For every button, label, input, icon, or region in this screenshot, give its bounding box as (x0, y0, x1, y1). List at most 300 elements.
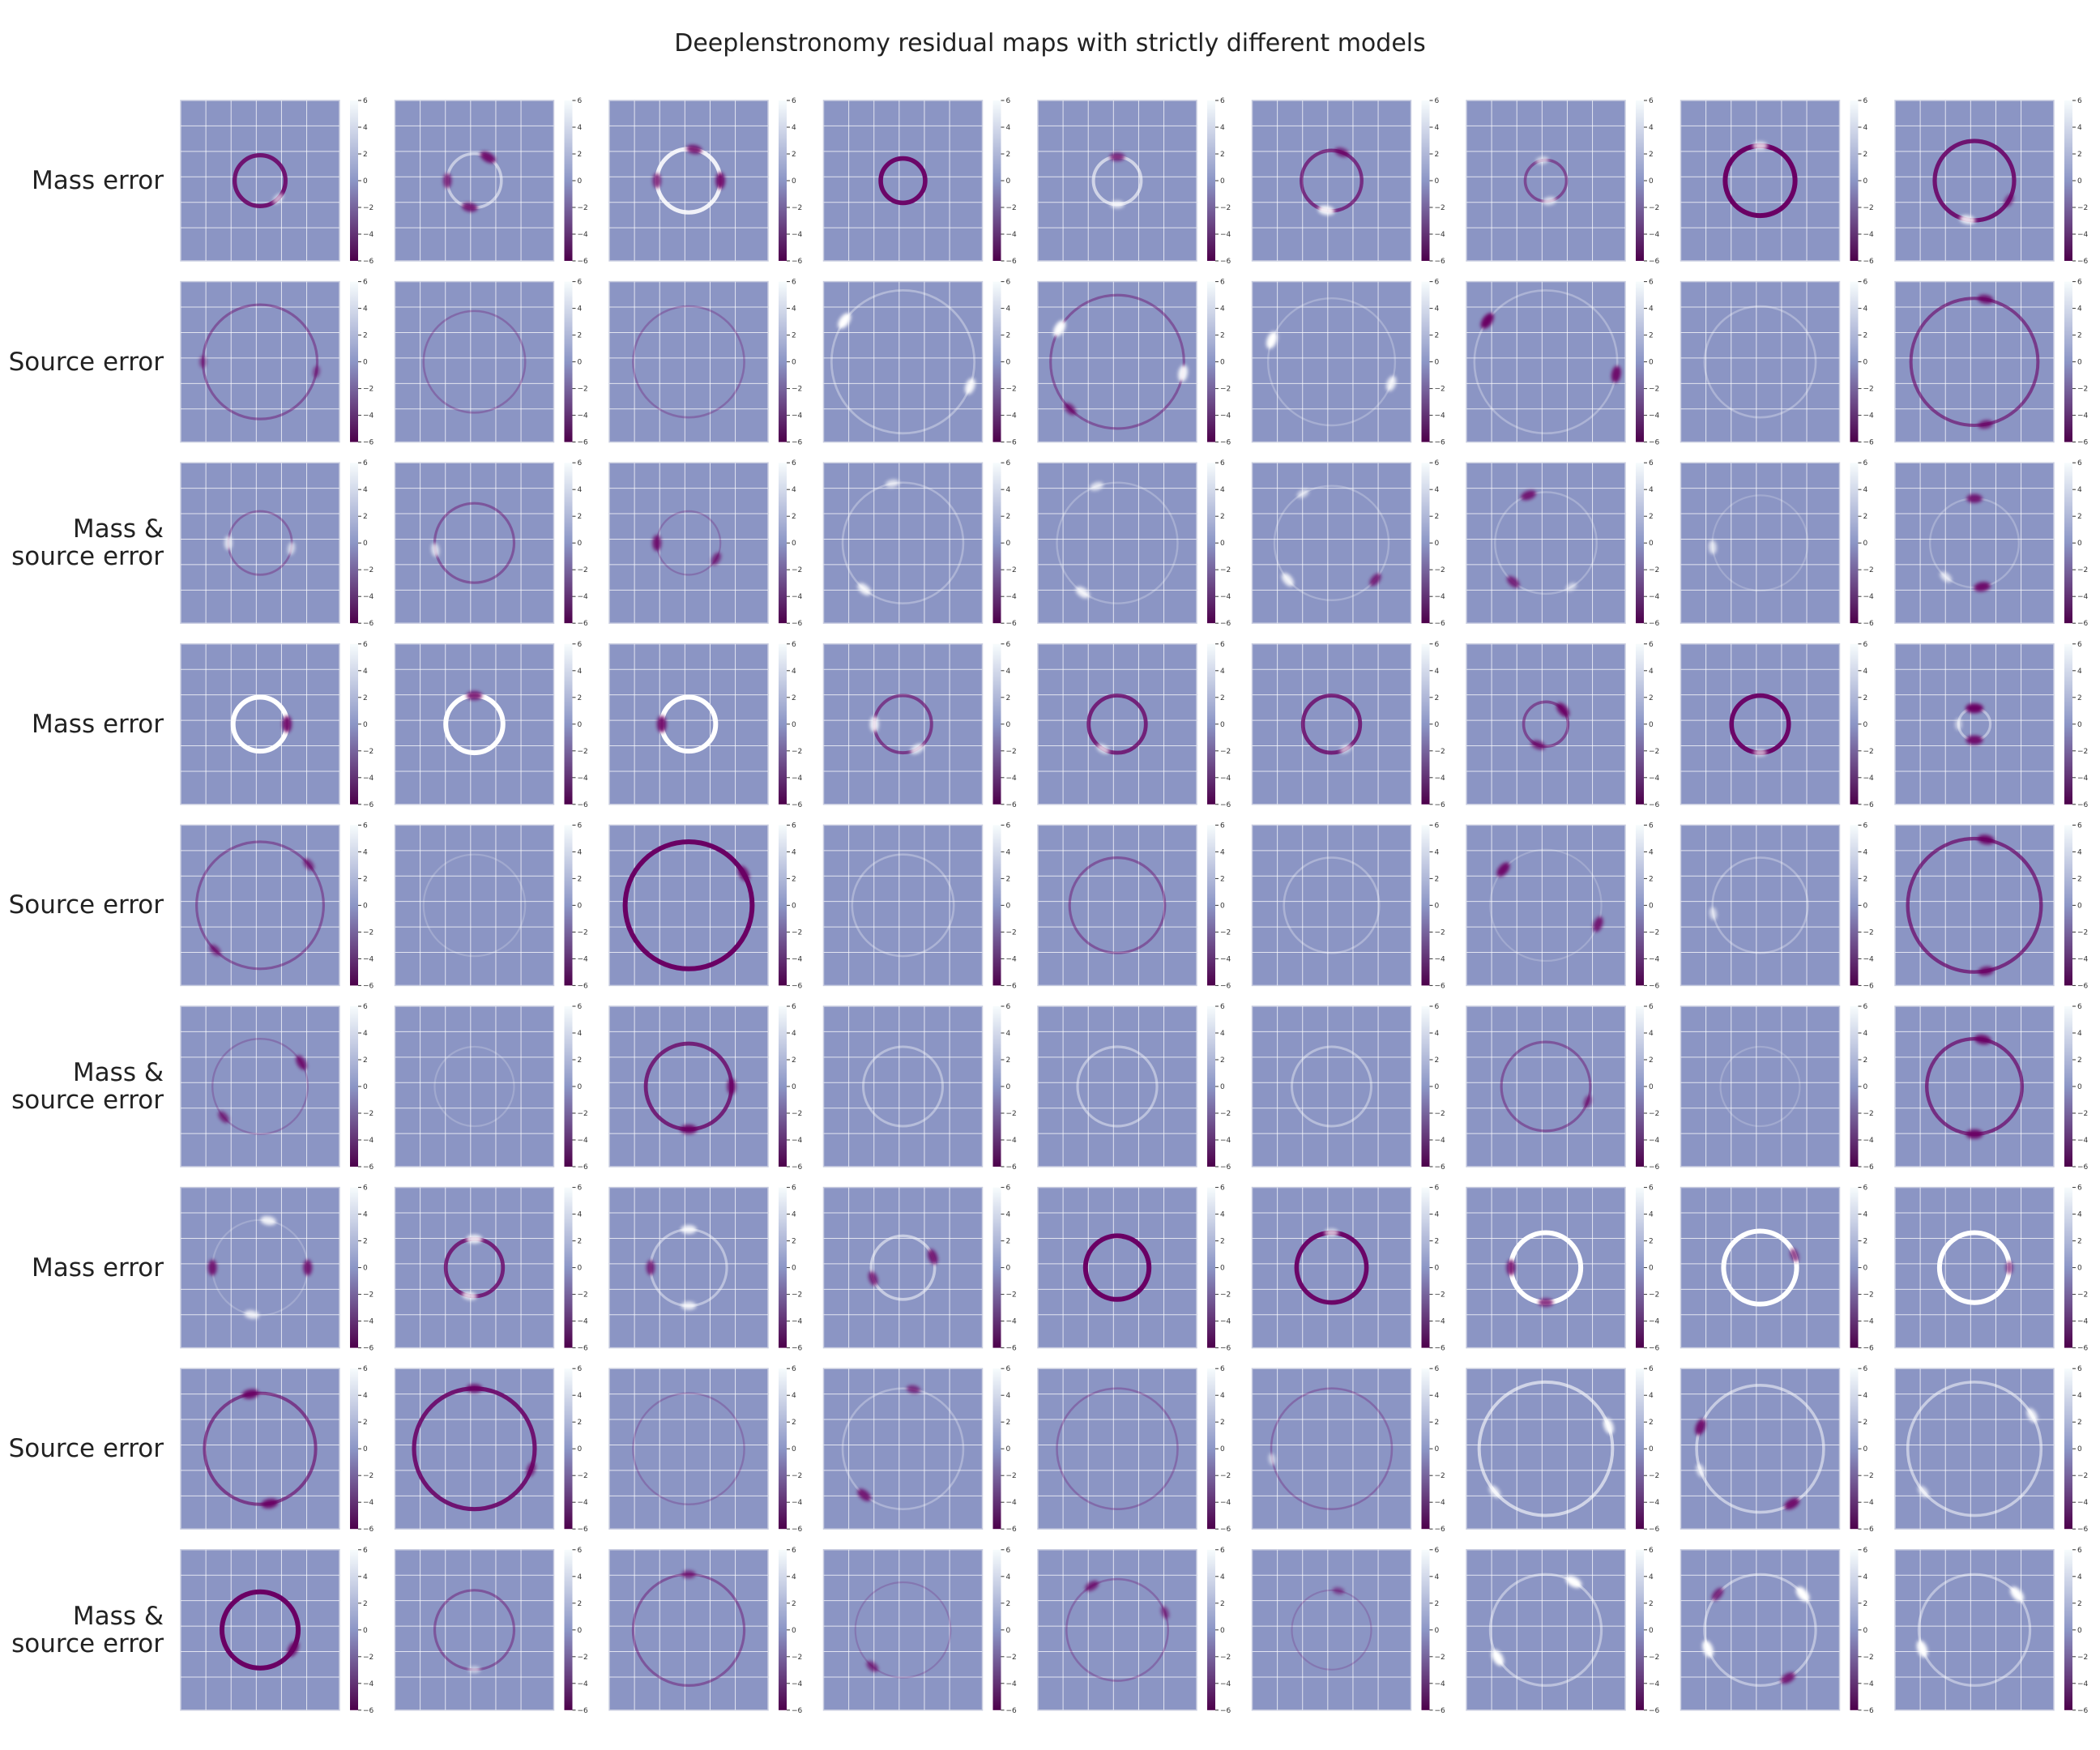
colorbar-tick-label: −2 (577, 928, 588, 937)
panel-background (1038, 644, 1197, 805)
residual-panel (1681, 822, 1875, 990)
colorbar-tick-label: 0 (2077, 902, 2082, 911)
colorbar-tick-label: 6 (1863, 278, 1868, 287)
residual-panel (181, 641, 374, 809)
colorbar-tick-label: −6 (2077, 1163, 2089, 1172)
residual-panel (1895, 1365, 2089, 1534)
panel-background (395, 100, 554, 261)
colorbar-tick-label: −6 (2077, 1526, 2089, 1534)
colorbar-tick-label: −2 (577, 566, 588, 575)
colorbar-tick-label: 4 (2077, 1210, 2082, 1219)
colorbar-tick-label: 6 (792, 1003, 796, 1011)
colorbar-tick-label: −4 (1220, 231, 1231, 239)
colorbar-tick-label: 4 (1220, 1392, 1225, 1401)
colorbar-tick-label: 6 (792, 97, 796, 105)
colorbar-tick-label: −2 (1863, 1291, 1874, 1300)
colorbar-tick-label: 2 (792, 1237, 796, 1246)
colorbar-tick-label: −6 (363, 1344, 374, 1353)
colorbar-tick-label: −4 (1434, 231, 1445, 239)
colorbar-tick-label: 6 (1863, 640, 1868, 649)
panel-background (609, 644, 768, 805)
residual-panel (609, 459, 803, 628)
colorbar-tick-label: −4 (1005, 1680, 1017, 1688)
colorbar-tick-label: 0 (1434, 1264, 1440, 1273)
colorbar-tick-label: 2 (363, 1599, 368, 1608)
colorbar-tick-label: 2 (1005, 694, 1011, 702)
colorbar-tick-label: 6 (1005, 640, 1011, 649)
colorbar-tick-label: 4 (363, 486, 368, 495)
colorbar-tick-label: −6 (1649, 438, 1660, 447)
colorbar-tick-label: −4 (1005, 774, 1017, 783)
colorbar-tick-label: −2 (792, 566, 803, 575)
panel-background (1895, 825, 2054, 985)
residual-panel (1038, 1547, 1231, 1715)
colorbar-tick-label: −2 (1220, 204, 1231, 212)
colorbar (2064, 644, 2072, 805)
residual-panel (824, 279, 1018, 447)
colorbar-tick-label: −2 (1649, 1472, 1660, 1481)
colorbar-tick-label: −6 (792, 1163, 803, 1172)
colorbar-tick-label: −6 (792, 620, 803, 629)
row-label: Source error (8, 347, 164, 377)
colorbar-tick-label: −6 (1220, 1526, 1231, 1534)
colorbar (1636, 1368, 1644, 1529)
colorbar-tick-label: 2 (577, 331, 583, 340)
colorbar-tick-label: 6 (363, 97, 368, 105)
colorbar-tick-label: 4 (1434, 1030, 1440, 1038)
colorbar-tick-label: 2 (1863, 875, 1868, 884)
colorbar-tick-label: −6 (1005, 438, 1017, 447)
panel-background (1038, 463, 1197, 623)
colorbar-tick-label: −6 (1863, 438, 1874, 447)
colorbar-tick-label: 4 (1005, 848, 1011, 857)
colorbar-tick-label: 6 (1005, 97, 1011, 105)
colorbar-tick-label: 2 (2077, 1056, 2082, 1065)
residual-panel (181, 97, 374, 266)
colorbar-tick-label: 0 (1434, 902, 1440, 911)
colorbar-tick-label: −4 (1649, 955, 1660, 964)
colorbar-tick-label: 0 (1220, 720, 1225, 729)
colorbar-tick-label: 0 (1005, 720, 1011, 729)
residual-panel (1466, 97, 1660, 266)
colorbar-tick-label: 6 (2077, 278, 2082, 287)
colorbar (1636, 1550, 1644, 1710)
colorbar-tick-label: −6 (363, 1163, 374, 1172)
panel-background (395, 644, 554, 805)
residual-panel (824, 1365, 1018, 1534)
residual-feature (283, 715, 292, 732)
residual-panel (181, 822, 374, 990)
colorbar-tick-label: 0 (577, 358, 583, 367)
colorbar (993, 463, 1001, 623)
colorbar-tick-label: 4 (2077, 848, 2082, 857)
colorbar-tick-label: 6 (1434, 97, 1440, 105)
panel-background (1895, 1368, 2054, 1529)
residual-panel (609, 1365, 803, 1534)
colorbar (565, 1188, 573, 1348)
colorbar-tick-label: −4 (1005, 1499, 1017, 1508)
colorbar (1422, 1368, 1430, 1529)
colorbar-tick-label: 4 (1863, 486, 1868, 495)
colorbar-tick-label: −4 (2077, 1499, 2089, 1508)
colorbar-tick-label: −6 (2077, 1344, 2089, 1353)
colorbar-tick-label: 6 (2077, 822, 2082, 830)
colorbar (565, 825, 573, 985)
colorbar-tick-label: 6 (1649, 640, 1654, 649)
colorbar-tick-label: 2 (1220, 1419, 1225, 1428)
colorbar-tick-label: 0 (792, 720, 796, 729)
colorbar (1636, 282, 1644, 442)
colorbar-tick-label: 0 (2077, 1264, 2082, 1273)
colorbar-tick-label: 0 (1863, 358, 1868, 367)
colorbar-tick-label: −2 (363, 1472, 374, 1481)
colorbar (1422, 463, 1430, 623)
colorbar (993, 1368, 1001, 1529)
colorbar-tick-label: −6 (1434, 438, 1445, 447)
colorbar-tick-label: −2 (792, 928, 803, 937)
colorbar-tick-label: 2 (1005, 331, 1011, 340)
colorbar-tick-label: 6 (577, 1365, 583, 1374)
colorbar-tick-label: −4 (363, 1137, 374, 1145)
residual-panel (1253, 1184, 1446, 1353)
colorbar (1422, 1006, 1430, 1167)
residual-panel (1466, 279, 1660, 447)
colorbar-tick-label: 6 (1005, 1546, 1011, 1555)
colorbar (350, 1550, 358, 1710)
colorbar (565, 463, 573, 623)
colorbar-tick-label: 0 (363, 1264, 368, 1273)
colorbar-tick-label: −6 (1649, 1706, 1660, 1715)
colorbar-tick-label: −4 (1863, 1137, 1874, 1145)
colorbar-tick-label: −4 (1434, 1137, 1445, 1145)
colorbar-tick-label: −4 (1863, 774, 1874, 783)
colorbar-tick-label: 0 (363, 1445, 368, 1454)
colorbar (350, 1006, 358, 1167)
colorbar-tick-label: −6 (1649, 1526, 1660, 1534)
residual-panel (181, 1184, 374, 1353)
residual-panel (181, 1003, 374, 1172)
colorbar-tick-label: −4 (363, 955, 374, 964)
colorbar-tick-label: 0 (363, 540, 368, 548)
residual-feature (681, 1302, 696, 1310)
colorbar-tick-label: −4 (577, 231, 588, 239)
colorbar-tick-label: 6 (792, 640, 796, 649)
colorbar (993, 100, 1001, 261)
colorbar (350, 282, 358, 442)
colorbar-tick-label: 2 (1863, 694, 1868, 702)
colorbar-tick-label: 4 (1434, 305, 1440, 314)
residual-panel (1038, 97, 1231, 266)
colorbar-tick-label: −4 (1863, 1317, 1874, 1326)
colorbar-tick-label: 6 (1005, 822, 1011, 830)
residual-feature (657, 715, 666, 732)
colorbar-tick-label: 6 (363, 1546, 368, 1555)
colorbar-tick-label: −2 (1863, 928, 1874, 937)
colorbar-tick-label: 4 (1863, 667, 1868, 676)
colorbar-tick-label: 6 (577, 97, 583, 105)
colorbar-tick-label: 6 (792, 1184, 796, 1193)
colorbar-tick-label: 0 (1863, 720, 1868, 729)
colorbar-tick-label: −2 (1005, 928, 1017, 937)
colorbar-tick-label: −4 (1649, 1499, 1660, 1508)
panel-background (1253, 282, 1411, 442)
colorbar-tick-label: 2 (1220, 1599, 1225, 1608)
colorbar-tick-label: 2 (1863, 331, 1868, 340)
colorbar-tick-label: −4 (1649, 1680, 1660, 1688)
colorbar-tick-label: 2 (2077, 1237, 2082, 1246)
colorbar-tick-label: 4 (1434, 1210, 1440, 1219)
colorbar-tick-label: 6 (363, 1365, 368, 1374)
residual-panel (395, 459, 589, 628)
colorbar-tick-label: −4 (1863, 1499, 1874, 1508)
panel-background (609, 100, 768, 261)
colorbar (1850, 1188, 1859, 1348)
colorbar-tick-label: 4 (792, 124, 796, 132)
colorbar-tick-label: 4 (1220, 1030, 1225, 1038)
colorbar-tick-label: 6 (1863, 822, 1868, 830)
colorbar-tick-label: −4 (577, 1499, 588, 1508)
residual-panel (395, 97, 589, 266)
colorbar-tick-label: 0 (1005, 1083, 1011, 1091)
panel-background (181, 1550, 339, 1710)
colorbar-tick-label: −2 (1649, 1291, 1660, 1300)
residual-panel (824, 1003, 1018, 1172)
colorbar-tick-label: −2 (2077, 1110, 2089, 1118)
colorbar-tick-label: −4 (363, 231, 374, 239)
colorbar-tick-label: −2 (1863, 1110, 1874, 1118)
colorbar-tick-label: 4 (2077, 667, 2082, 676)
panel-background (1466, 1188, 1625, 1348)
residual-panel (609, 822, 803, 990)
colorbar-tick-label: 2 (1220, 694, 1225, 702)
colorbar-tick-label: 4 (1434, 667, 1440, 676)
colorbar-tick-label: −2 (2077, 204, 2089, 212)
colorbar-tick-label: 4 (577, 848, 583, 857)
colorbar-tick-label: −2 (1005, 566, 1017, 575)
colorbar (779, 463, 787, 623)
colorbar-tick-label: 6 (2077, 1546, 2082, 1555)
colorbar-tick-label: −6 (1434, 1706, 1445, 1715)
colorbar-tick-label: −2 (792, 1291, 803, 1300)
colorbar-tick-label: −2 (577, 1472, 588, 1481)
panel-background (1038, 1368, 1197, 1529)
colorbar-tick-label: −4 (577, 1680, 588, 1688)
colorbar-tick-label: 4 (1220, 667, 1225, 676)
colorbar-tick-label: −4 (792, 1499, 803, 1508)
colorbar-tick-label: 0 (1649, 902, 1654, 911)
colorbar (565, 1368, 573, 1529)
colorbar-tick-label: 2 (2077, 1419, 2082, 1428)
panel-background (181, 1006, 339, 1167)
residual-panel (824, 97, 1018, 266)
colorbar-tick-label: −6 (577, 1706, 588, 1715)
colorbar-tick-label: 4 (792, 486, 796, 495)
colorbar-tick-label: −6 (1005, 258, 1017, 266)
colorbar-tick-label: −6 (1649, 982, 1660, 991)
colorbar-tick-label: 4 (363, 1392, 368, 1401)
colorbar-tick-label: −4 (2077, 774, 2089, 783)
panel-background (609, 1188, 768, 1348)
colorbar (1850, 100, 1859, 261)
residual-feature (467, 1384, 483, 1393)
colorbar-tick-label: −4 (792, 231, 803, 239)
colorbar-tick-label: 4 (1434, 1573, 1440, 1581)
colorbar-tick-label: 6 (1220, 1546, 1225, 1555)
colorbar-tick-label: 2 (577, 1419, 583, 1428)
colorbar (1636, 100, 1644, 261)
residual-panel (1253, 822, 1446, 990)
colorbar-tick-label: 6 (1005, 459, 1011, 468)
colorbar-tick-label: 0 (792, 358, 796, 367)
colorbar-tick-label: 6 (1649, 1365, 1654, 1374)
colorbar-tick-label: 6 (363, 278, 368, 287)
colorbar-tick-label: 6 (1220, 278, 1225, 287)
colorbar (565, 100, 573, 261)
colorbar-tick-label: 0 (1863, 1083, 1868, 1091)
colorbar-tick-label: −2 (1863, 204, 1874, 212)
colorbar-tick-label: −6 (792, 982, 803, 991)
colorbar-tick-label: 6 (363, 822, 368, 830)
colorbar (779, 1550, 787, 1710)
colorbar (1850, 1006, 1859, 1167)
colorbar-tick-label: −4 (2077, 1680, 2089, 1688)
colorbar-tick-label: 0 (577, 1264, 583, 1273)
colorbar-tick-label: −4 (577, 1137, 588, 1145)
colorbar-tick-label: 6 (1434, 1365, 1440, 1374)
colorbar-tick-label: 0 (1649, 720, 1654, 729)
residual-feature (468, 1667, 480, 1673)
colorbar-tick-label: −6 (2077, 620, 2089, 629)
panel-background (824, 644, 983, 805)
colorbar-tick-label: 0 (1649, 1264, 1654, 1273)
colorbar-tick-label: −4 (1649, 1317, 1660, 1326)
colorbar-tick-label: 0 (2077, 1083, 2082, 1091)
colorbar-tick-label: 2 (1434, 513, 1440, 522)
panel-background (181, 825, 339, 985)
residual-panel (1038, 459, 1231, 628)
panel-background (1895, 282, 2054, 442)
row-label: Source error (8, 890, 164, 920)
colorbar (1850, 1550, 1859, 1710)
colorbar-tick-label: 6 (1434, 278, 1440, 287)
residual-panel (181, 459, 374, 628)
colorbar-tick-label: −4 (363, 774, 374, 783)
colorbar-tick-label: 6 (1649, 1003, 1654, 1011)
colorbar-tick-label: 0 (1434, 1083, 1440, 1091)
colorbar-tick-label: 4 (1005, 1210, 1011, 1219)
colorbar-tick-label: −6 (363, 438, 374, 447)
colorbar (993, 282, 1001, 442)
colorbar-tick-label: −4 (1005, 412, 1017, 420)
colorbar-tick-label: 2 (363, 1237, 368, 1246)
colorbar-tick-label: 6 (2077, 97, 2082, 105)
colorbar (2064, 1550, 2072, 1710)
colorbar-tick-label: −2 (363, 1291, 374, 1300)
colorbar-tick-label: −4 (1220, 1499, 1231, 1508)
colorbar-tick-label: 4 (363, 305, 368, 314)
colorbar-tick-label: 0 (1863, 540, 1868, 548)
colorbar-tick-label: 0 (1434, 358, 1440, 367)
residual-panel (1038, 641, 1231, 809)
colorbar (993, 1006, 1001, 1167)
colorbar-tick-label: 2 (1005, 1419, 1011, 1428)
colorbar-tick-label: −4 (1863, 412, 1874, 420)
colorbar-tick-label: 4 (1434, 1392, 1440, 1401)
colorbar-tick-label: −6 (1863, 620, 1874, 629)
colorbar (1207, 282, 1215, 442)
residual-panel (181, 1547, 374, 1715)
colorbar-tick-label: −2 (792, 747, 803, 756)
colorbar-tick-label: −6 (1220, 1706, 1231, 1715)
colorbar-tick-label: 4 (1863, 848, 1868, 857)
colorbar-tick-label: 2 (1649, 694, 1654, 702)
colorbar-tick-label: −4 (792, 412, 803, 420)
colorbar-tick-label: 4 (1649, 1030, 1654, 1038)
residual-feature (870, 716, 879, 732)
colorbar (779, 1006, 787, 1167)
colorbar-tick-label: 6 (1649, 278, 1654, 287)
panel-background (1895, 1188, 2054, 1348)
colorbar-tick-label: 4 (792, 848, 796, 857)
colorbar-tick-label: 2 (792, 151, 796, 159)
colorbar-tick-label: 6 (363, 1003, 368, 1011)
panel-background (1681, 100, 1840, 261)
residual-panel (1038, 279, 1231, 447)
colorbar-tick-label: −4 (363, 1680, 374, 1688)
residual-feature (1506, 1260, 1515, 1276)
row-label: Mass & source error (11, 1601, 164, 1658)
colorbar-tick-label: 4 (1649, 305, 1654, 314)
colorbar-tick-label: 4 (1005, 305, 1011, 314)
panel-background (1253, 463, 1411, 623)
residual-panel (1895, 459, 2089, 628)
colorbar-tick-label: 4 (792, 1210, 796, 1219)
residual-feature (1110, 201, 1124, 209)
colorbar-tick-label: 6 (792, 278, 796, 287)
colorbar-tick-label: 0 (1863, 1445, 1868, 1454)
colorbar-tick-label: 4 (2077, 1573, 2082, 1581)
residual-panel (1681, 279, 1875, 447)
residual-panel (1681, 1547, 1875, 1715)
colorbar-tick-label: −4 (363, 593, 374, 602)
colorbar-tick-label: −2 (363, 204, 374, 212)
residual-feature (1325, 1229, 1338, 1237)
colorbar-tick-label: 2 (1649, 1056, 1654, 1065)
colorbar (1207, 100, 1215, 261)
colorbar-tick-label: 2 (577, 513, 583, 522)
row-label: Mass & source error (11, 514, 164, 572)
colorbar-tick-label: 4 (363, 124, 368, 132)
colorbar-tick-label: 4 (792, 1392, 796, 1401)
colorbar-tick-label: 2 (2077, 1599, 2082, 1608)
residual-panel (1895, 641, 2089, 809)
colorbar-tick-label: 4 (1649, 1573, 1654, 1581)
residual-feature (728, 1078, 736, 1095)
colorbar (350, 1188, 358, 1348)
panel-background (181, 463, 339, 623)
colorbar-tick-label: −2 (1434, 566, 1445, 575)
panel-background (824, 1006, 983, 1167)
colorbar-tick-label: −2 (1649, 747, 1660, 756)
colorbar-tick-label: 4 (1649, 848, 1654, 857)
colorbar (2064, 825, 2072, 985)
colorbar-tick-label: 6 (792, 459, 796, 468)
residual-panel (1253, 279, 1446, 447)
colorbar-tick-label: 4 (1220, 848, 1225, 857)
panel-background (1681, 1368, 1840, 1529)
colorbar-tick-label: −4 (1005, 231, 1017, 239)
colorbar-tick-label: −6 (1434, 258, 1445, 266)
